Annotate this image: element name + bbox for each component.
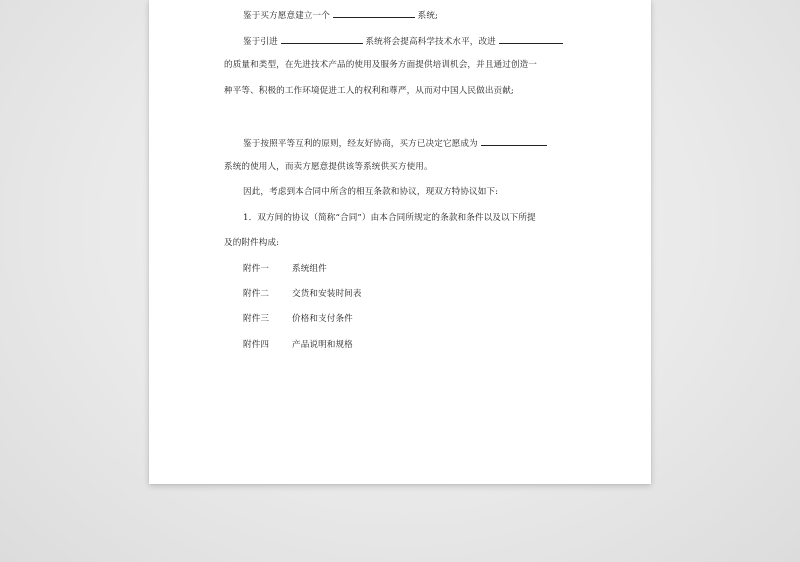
attachment-item xyxy=(243,313,353,325)
paragraph-2-line-2: 的质量和类型，在先进技术产品的使用及服务方面提供培训机会，并且通过创造一 xyxy=(224,60,537,70)
paragraph-3-line-2: 系统的使用人，而卖方愿意提供该等系统供买方使用。 xyxy=(224,162,433,172)
text-segment: 鉴于按照平等互利的原则，经友好协商，买方已决定它愿成为 xyxy=(243,139,478,149)
paragraph-2-line-1 xyxy=(243,34,563,48)
clause-1-line-1: 1．双方间的协议（简称“合同”）由本合同所规定的条款和条件以及以下所提 xyxy=(243,213,536,223)
paragraph-3-line-1 xyxy=(243,136,547,150)
document-page xyxy=(149,0,651,484)
improved-item-blank[interactable] xyxy=(499,34,563,44)
introduced-system-blank[interactable] xyxy=(281,34,363,44)
user-system-blank[interactable] xyxy=(481,136,547,146)
text-segment: 系统; xyxy=(417,11,439,21)
attachment-title: 价格和支付条件 xyxy=(292,314,353,324)
attachment-item xyxy=(243,263,327,275)
attachment-title: 产品说明和规格 xyxy=(292,340,353,350)
text-segment: 鉴于买方愿意建立一个 xyxy=(243,11,330,21)
system-name-blank[interactable] xyxy=(333,8,415,18)
text-segment: 系统将会提高科学技术水平，改进 xyxy=(365,37,496,47)
clause-1-line-2: 及的附件构成: xyxy=(224,238,280,248)
paragraph-2-line-3: 种平等、积极的工作环境促进工人的权利和尊严，从而对中国人民做出贡献; xyxy=(224,86,514,96)
attachment-item xyxy=(243,339,353,351)
text-segment: 鉴于引进 xyxy=(243,37,278,47)
attachment-label: 附件三 xyxy=(243,314,270,324)
attachment-label: 附件二 xyxy=(243,289,270,299)
attachment-item xyxy=(243,288,362,300)
attachment-label: 附件四 xyxy=(243,340,270,350)
attachment-title: 交货和安装时间表 xyxy=(292,289,362,299)
paragraph-1-line-1 xyxy=(243,8,438,22)
attachment-label: 附件一 xyxy=(243,264,270,274)
attachment-title: 系统组件 xyxy=(292,264,327,274)
paragraph-4: 因此，考虑到本合同中所含的相互条款和协议，现双方特协议如下: xyxy=(243,187,499,197)
